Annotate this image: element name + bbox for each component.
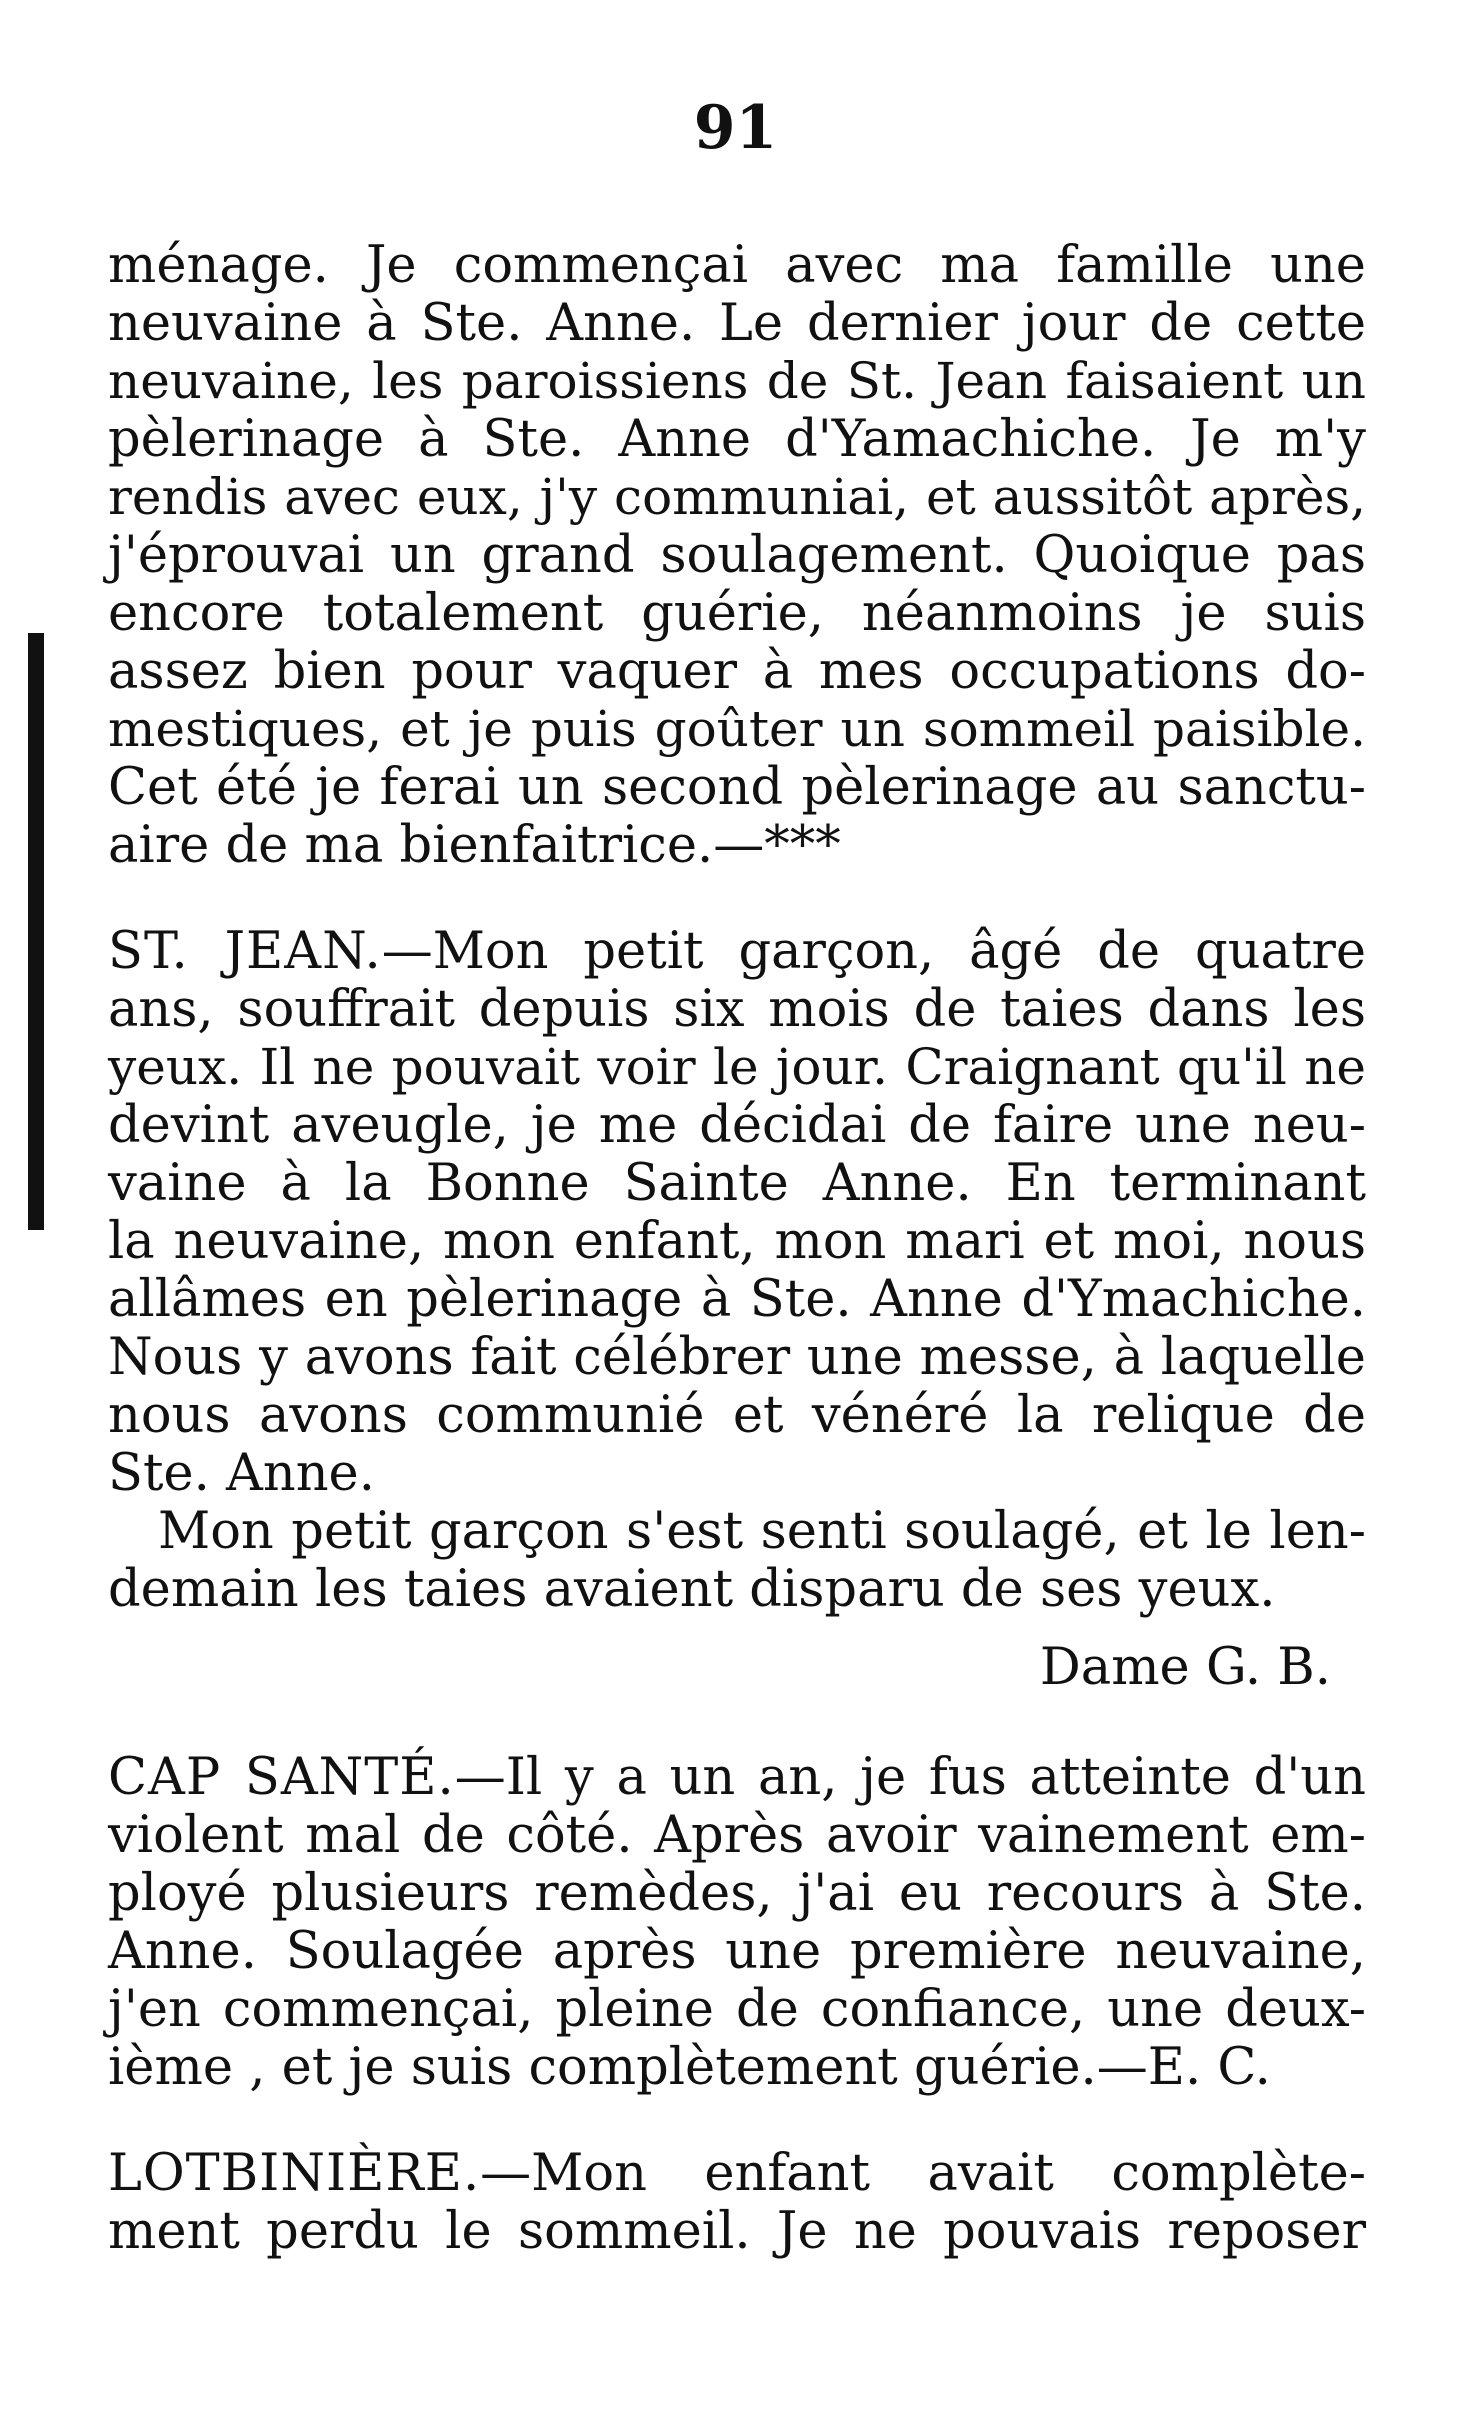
text-line: violent mal de côté. Après avoir vainement em- bbox=[108, 1806, 1366, 1865]
text-line: encore totalement guérie, néanmoins je suis bbox=[108, 584, 1366, 643]
text-span: —Mon petit garçon, âgé de quatre bbox=[381, 922, 1367, 981]
text-line: assez bien pour vaquer à mes occupations do- bbox=[108, 642, 1366, 701]
paragraph-heading: CAP SANTÉ. bbox=[108, 1748, 455, 1807]
text-line: neuvaine à Ste. Anne. Le dernier jour de cette bbox=[108, 294, 1366, 353]
text-line bbox=[108, 922, 1367, 981]
text-line: ans, souffrait depuis six mois de taies dans les bbox=[108, 980, 1366, 1039]
text-line: allâmes en pèlerinage à Ste. Anne d'Ymachiche. bbox=[108, 1270, 1366, 1329]
margin-rule bbox=[28, 633, 44, 1230]
text-line: Ste. Anne. bbox=[108, 1444, 375, 1503]
text-line: ment perdu le sommeil. Je ne pouvais reposer bbox=[108, 2202, 1366, 2261]
paragraph-heading: LOTBINIÈRE. bbox=[108, 2144, 481, 2203]
text-line: la neuvaine, mon enfant, mon mari et moi, nous bbox=[108, 1212, 1366, 1271]
text-span: —Il y a un an, je fus atteinte d'un bbox=[454, 1748, 1367, 1807]
text-line: rendis avec eux, j'y communiai, et aussitôt après, bbox=[108, 468, 1366, 526]
signature: Dame G. B. bbox=[1039, 1638, 1331, 1697]
text-line: ployé plusieurs remèdes, j'ai eu recours à Ste. bbox=[108, 1864, 1366, 1923]
text-line: devint aveugle, je me décidai de faire une neu- bbox=[108, 1096, 1366, 1155]
text-line: aire de ma bienfaitrice.—*** bbox=[108, 816, 841, 875]
text-line bbox=[108, 1748, 1367, 1807]
text-line: neuvaine, les paroissiens de St. Jean faisaient un bbox=[108, 352, 1366, 410]
text-line: ième , et je suis complètement guérie.—E. C. bbox=[108, 2038, 1271, 2097]
text-line: ménage. Je commençai avec ma famille une bbox=[108, 236, 1366, 295]
text-line: Anne. Soulagée après une première neuvaine, bbox=[108, 1922, 1366, 1981]
text-line: vaine à la Bonne Sainte Anne. En terminant bbox=[108, 1154, 1366, 1213]
text-line: yeux. Il ne pouvait voir le jour. Craignant qu'il ne bbox=[108, 1038, 1366, 1096]
text-line: j'en commençai, pleine de confiance, une deux- bbox=[108, 1980, 1366, 2039]
page-number: 91 bbox=[693, 93, 778, 163]
text-line: j'éprouvai un grand soulagement. Quoique pas bbox=[108, 526, 1366, 585]
text-line: mestiques, et je puis goûter un sommeil paisible. bbox=[108, 700, 1366, 758]
text-line: Mon petit garçon s'est senti soulagé, et le len- bbox=[158, 1502, 1366, 1561]
text-line: Nous y avons fait célébrer une messe, à laquelle bbox=[108, 1328, 1366, 1387]
text-line: demain les taies avaient disparu de ses yeux. bbox=[108, 1560, 1276, 1619]
text-line: Cet été je ferai un second pèlerinage au sanctu- bbox=[108, 758, 1366, 817]
text-line bbox=[108, 2144, 1366, 2203]
paragraph-heading: ST. JEAN. bbox=[108, 922, 382, 981]
text-line: nous avons communié et vénéré la relique de bbox=[108, 1386, 1366, 1445]
text-span: —Mon enfant avait complète- bbox=[480, 2144, 1366, 2203]
text-line: pèlerinage à Ste. Anne d'Yamachiche. Je m'y bbox=[108, 410, 1366, 469]
